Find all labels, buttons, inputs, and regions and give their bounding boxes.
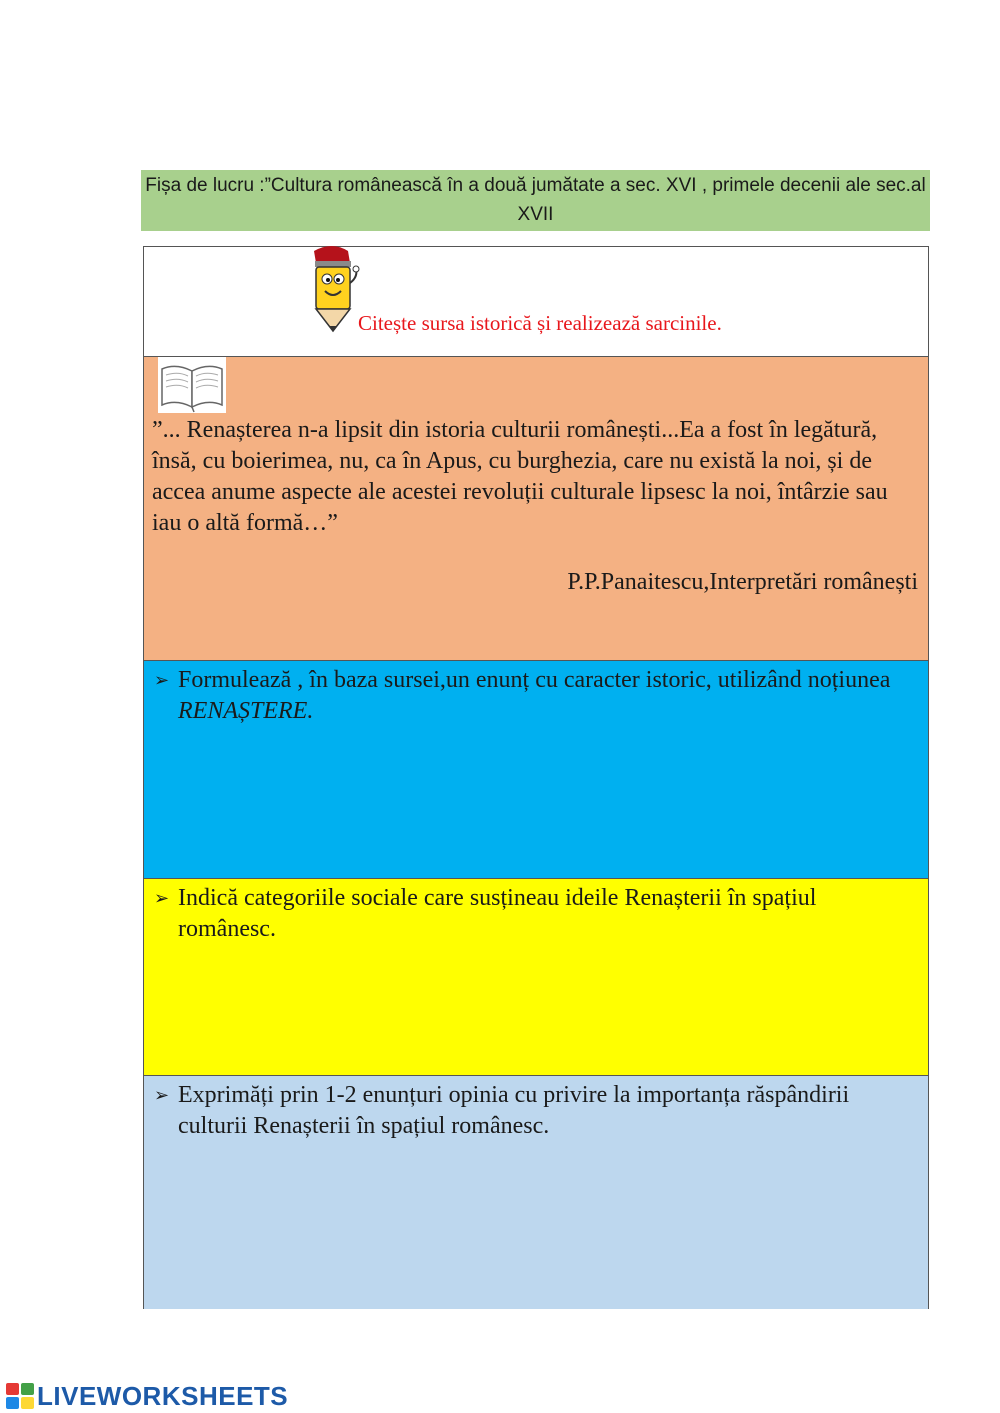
arrow-bullet-icon: ➢ <box>154 670 170 690</box>
task-1-text: Formulează , în baza sursei,un enunț cu caracter istoric, utilizând noțiunea RENAȘTERE. <box>178 667 891 724</box>
task-row-3[interactable] <box>144 1076 928 1309</box>
task-row-1[interactable] <box>144 661 928 879</box>
book-box <box>158 357 226 413</box>
logo-mark-icon <box>6 1383 34 1409</box>
task-1 <box>154 665 914 727</box>
task-2 <box>154 883 914 945</box>
task-1-emphasis: RENAȘTERE <box>178 698 308 724</box>
logo-text: LIVEWORKSHEETS <box>37 1380 289 1411</box>
task-3 <box>154 1080 914 1142</box>
source-quote: ”... Renașterea n-a lipsit din istoria culturii românești...Ea a fost în legătură, însă, cu boierimea, nu, ca în Apus, cu burghezia, care nu există la noi, și de accea anume aspecte ale acestei revoluții culturale lipsesc la noi, întârzie sau iau o altă formă…” <box>152 417 888 536</box>
task-row-2[interactable] <box>144 879 928 1076</box>
arrow-bullet-icon: ➢ <box>154 888 170 908</box>
worksheet-table <box>143 246 929 1309</box>
source-author: P.P.Panaitescu,Interpretări românești <box>567 569 918 595</box>
arrow-bullet-icon: ➢ <box>154 1085 170 1105</box>
pencil-mascot-icon <box>304 243 360 335</box>
source-row <box>144 357 928 661</box>
task-2-text: Indică categoriile sociale care susțineau ideile Renașterii în spațiul românesc. <box>178 885 817 942</box>
worksheet-title: Fișa de lucru :”Cultura românească în a două jumătate a sec. XVI , primele decenii ale sec.al XVII <box>141 170 930 231</box>
open-book-icon <box>158 357 226 413</box>
instruction-text: Citește sursa istorică și realizează sarcinile. <box>358 311 722 335</box>
instruction-row <box>144 247 928 357</box>
liveworksheets-logo[interactable] <box>6 1380 288 1412</box>
task-3-text: Exprimăți prin 1-2 enunțuri opinia cu privire la importanța răspândirii culturii Renașterii în spațiul românesc. <box>178 1082 850 1139</box>
